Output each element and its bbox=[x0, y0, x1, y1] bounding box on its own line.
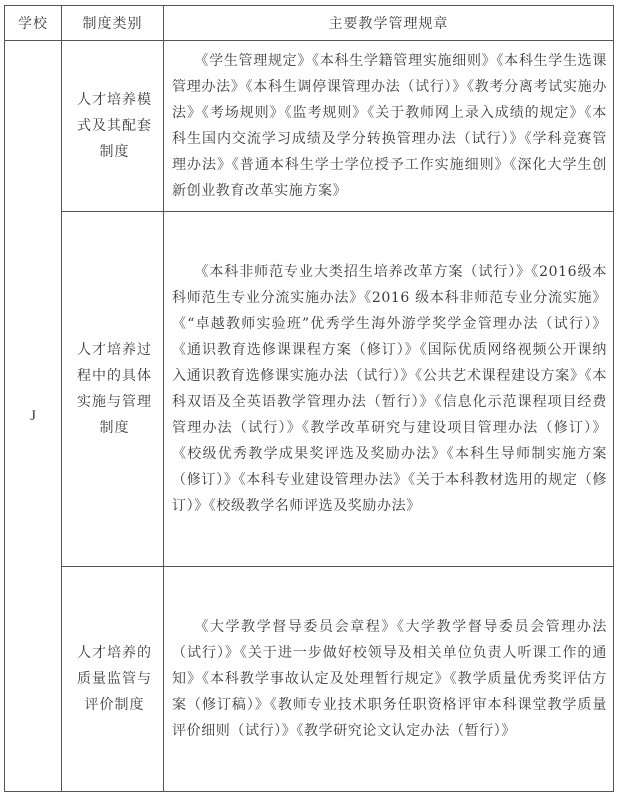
rules-table bbox=[4, 5, 614, 792]
category-cell: 人才培养的质量监管与评价制度 bbox=[62, 567, 164, 792]
header-rules: 主要教学管理规章 bbox=[164, 6, 614, 41]
category-cell: 人才培养过程中的具体实施与管理制度 bbox=[62, 212, 164, 567]
category-cell: 人才培养模式及其配套制度 bbox=[62, 41, 164, 212]
rules-text: 《本科非师范专业大类招生培养改革方案（试行）》《2016级本科师范生专业分流实施办法》《2016 级本科非师范专业分流实施》《“卓越教师实验班”优秀学生海外游学奖学金管理办法（试行）》《通识教育选修课课程方案（修订）》《国际优质网络视频公开课纳入通识教育选修课实施办法（试行）》《公共艺术课程建设方案》《本科双语及全英语教学管理办法（暂行）》《信息化示范课程项目经费管理办法（试行）》《教学改革研究与建设项目管理办法（修订）》《校级优秀教学成果奖评选及奖励办法》《本科生导师制实施方案（修订）》《本科专业建设管理办法》《关于本科教材选用的规定（修订）》《校级教学名师评选及奖励办法》 bbox=[172, 264, 607, 514]
table-row bbox=[5, 212, 614, 567]
header-category: 制度类别 bbox=[62, 6, 164, 41]
rules-text: 《大学教学督导委员会章程》《大学教学督导委员会管理办法（试行）》《关于进一步做好校领导及相关单位负责人听课工作的通知》《本科教学事故认定及处理暂行规定》《教学质量优秀奖评估方案（修订稿）》《教师专业技术职务任职资格评审本科课堂教学质量评价细则（试行）》《教学研究论文认定办法（暂行）》 bbox=[172, 619, 607, 739]
table-row bbox=[5, 567, 614, 792]
header-school: 学校 bbox=[5, 6, 62, 41]
header-row bbox=[5, 6, 614, 41]
rules-cell bbox=[164, 212, 614, 567]
table-row bbox=[5, 41, 614, 212]
rules-cell bbox=[164, 41, 614, 212]
school-cell: J bbox=[5, 41, 62, 792]
rules-text: 《学生管理规定》《本科生学籍管理实施细则》《本科生学生选课管理办法》《本科生调停课管理办法（试行）》《教考分离考试实施办法》《考场规则》《监考规则》《关于教师网上录入成绩的规定》《本科生国内交流学习成绩及学分转换管理办法（试行）》《学科竞赛管理办法》《普通本科生学士学位授予工作实施细则》《深化大学生创新创业教育改革实施方案》 bbox=[172, 53, 607, 199]
rules-cell bbox=[164, 567, 614, 792]
